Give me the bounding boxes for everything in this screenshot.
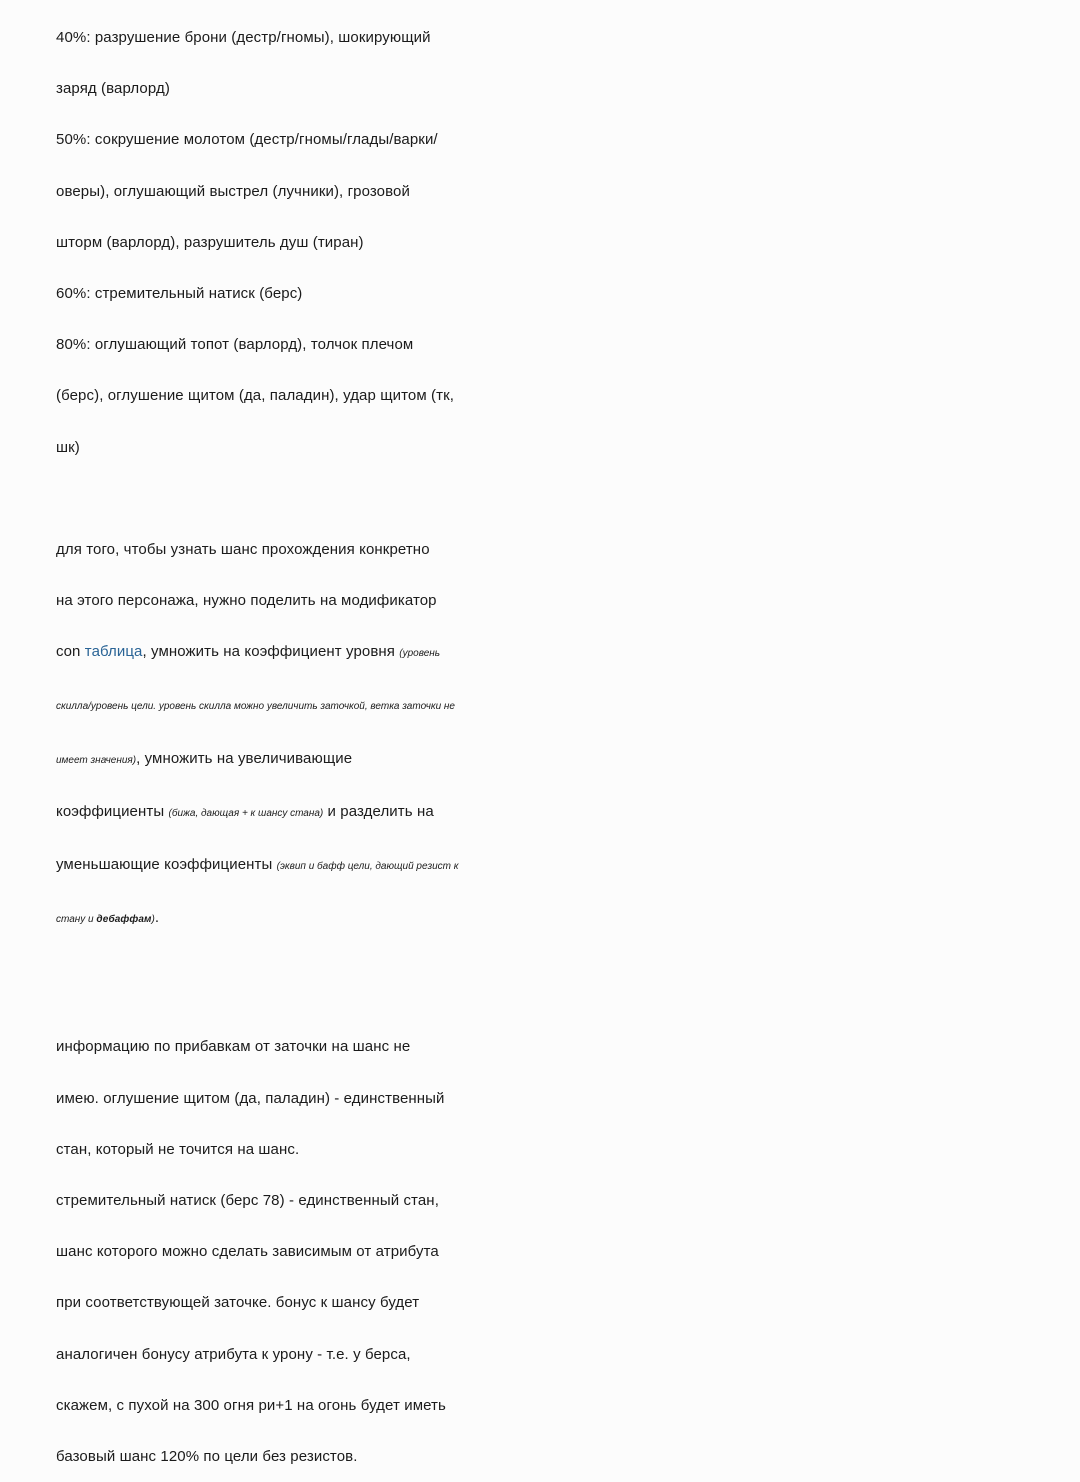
info-line: имею. оглушение щитом (да, паладин) - единственный [56, 1089, 445, 1107]
info-line: стремительный натиск (берс 78) - единственный стан, [56, 1192, 439, 1210]
info-line: информацию по прибавкам от заточки на шанс не [56, 1038, 411, 1056]
formula-line [56, 733, 1024, 786]
paragraph-spacer [56, 945, 1024, 1021]
formula-text: . [154, 909, 160, 927]
info-line: стан, который не точится на шанс. [56, 1140, 300, 1158]
list-line: 50%: сокрушение молотом (дестр/гномы/глады/варки/ [56, 131, 438, 149]
formula-line: для того, чтобы узнать шанс прохождения конкретно [56, 540, 430, 558]
level-note: скилла/уровень цели. уровень скилла можно увеличить заточкой, ветка заточки не [56, 701, 455, 713]
list-line: шторм (варлорд), разрушитель душ (тиран) [56, 233, 364, 251]
formula-line [56, 892, 1024, 945]
formula-line: на этого персонажа, нужно поделить на модификатор [56, 592, 437, 610]
info-line: скажем, с пухой на 300 огня ри+1 на огонь будет иметь [56, 1396, 446, 1414]
info-line: базовый шанс 120% по цели без резистов. [56, 1448, 358, 1466]
level-note: (уровень [399, 648, 441, 660]
debuff-emphasis: дебаффам [96, 914, 152, 926]
resist-note: ) [151, 914, 155, 926]
resist-note: стану и [56, 914, 97, 926]
list-line: 60%: стремительный натиск (берс) [56, 285, 303, 303]
formula-line [56, 626, 1024, 679]
paragraph-spacer [56, 473, 1024, 524]
info-line: аналогичен бонусу атрибута к урону - т.е. у берса, [56, 1345, 411, 1363]
stun-chance-list [56, 12, 1024, 473]
formula-text: , умножить на коэффициент уровня [142, 643, 400, 661]
formula-text: con [56, 643, 85, 661]
list-line: оверы), оглушающий выстрел (лучники), грозовой [56, 182, 410, 200]
formula-line [56, 679, 1024, 732]
resist-note: (эквип и бафф цели, дающий резист к [276, 861, 459, 873]
list-line: 40%: разрушение брони (дестр/гномы), шокирующий [56, 29, 431, 46]
level-note: имеет значения) [56, 754, 137, 766]
info-line: при соответствующей заточке. бонус к шансу будет [56, 1294, 420, 1312]
formula-text: уменьшающие коэффициенты [56, 856, 277, 874]
formula-line [56, 786, 1024, 839]
table-link[interactable]: таблица [84, 643, 143, 661]
formula-text: коэффициенты [56, 802, 169, 820]
list-line: шк) [56, 438, 80, 456]
formula-line [56, 839, 1024, 892]
info-line: шанс которого можно сделать зависимым от атрибута [56, 1243, 439, 1261]
list-line: 80%: оглушающий топот (варлорд), толчок плечом [56, 336, 414, 354]
formula-text: , умножить на увеличивающие [136, 749, 353, 767]
formula-text: и разделить на [323, 802, 434, 820]
list-line: заряд (варлорд) [56, 80, 170, 98]
info-paragraph [56, 1021, 1024, 1482]
list-line: (берс), оглушение щитом (да, паладин), удар щитом (тк, [56, 387, 455, 405]
jewelry-note: (бижа, дающая + к шансу стана) [168, 807, 324, 819]
formula-paragraph [56, 524, 1024, 946]
